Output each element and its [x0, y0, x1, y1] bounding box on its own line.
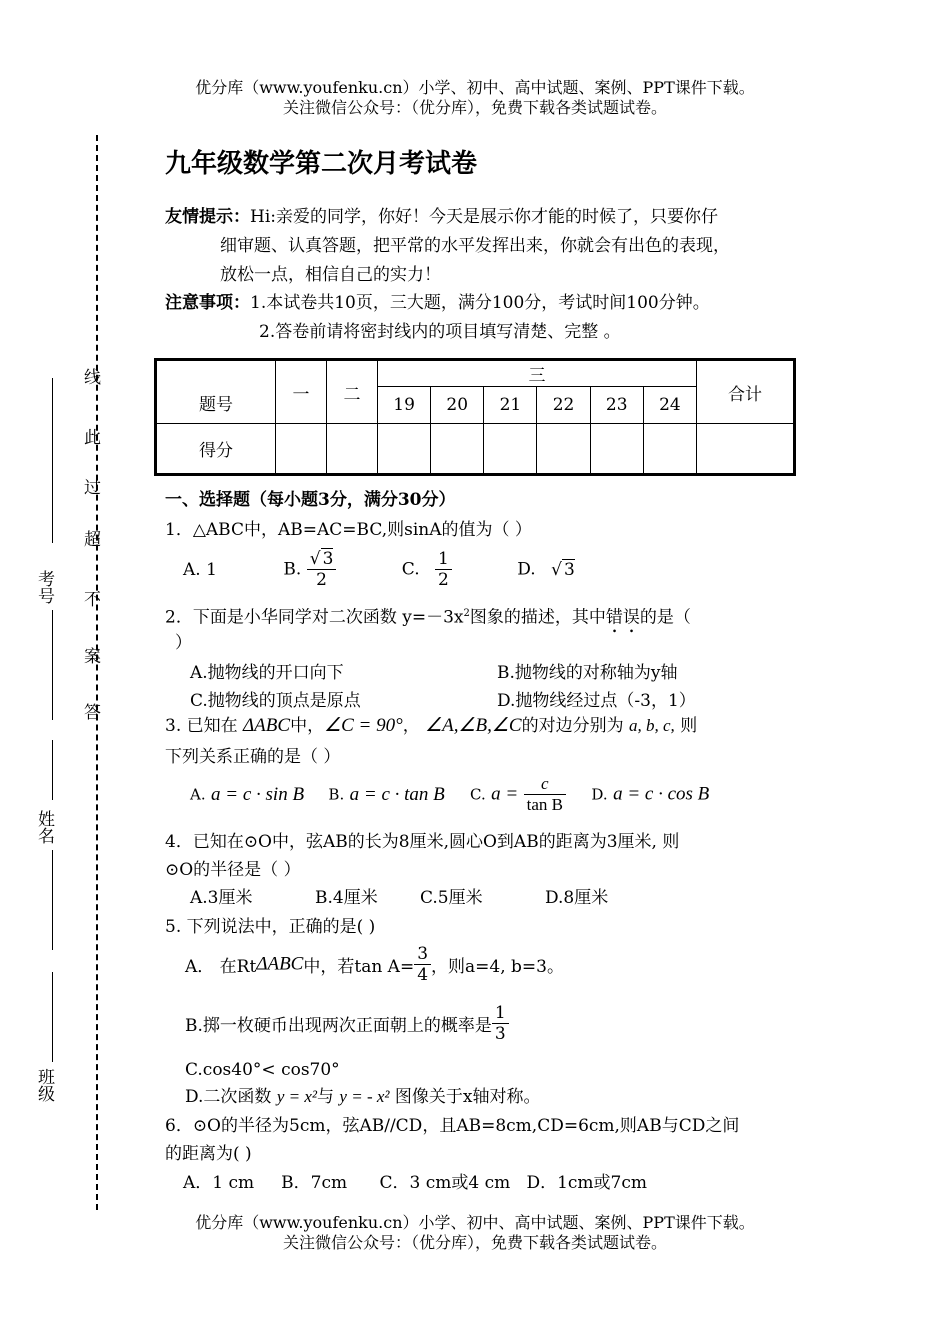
exam-no-field-ext — [52, 610, 53, 720]
q5-a-end: ，则a=4, b=3。 — [431, 957, 564, 977]
q4-line-2: ⊙O的半径是（ ） — [165, 860, 301, 880]
exam-no-label: 考号 — [34, 570, 54, 604]
q3-option-c-lhs: a = — [491, 783, 519, 805]
q2-stem-end: ） — [175, 633, 192, 653]
q1-b-numerator: 3 — [322, 549, 334, 569]
q1-option-d-label: D. — [517, 559, 536, 580]
q1-option-a: A. 1 — [183, 559, 217, 580]
q4-option-b: B.4厘米 — [315, 888, 378, 908]
q4-line-1: 4．已知在⊙O中，弦AB的长为8厘米,圆心O到AB的距离为3厘米, 则 — [165, 832, 680, 852]
section-heading: 一、选择题（每小题3分，满分30分） — [165, 490, 456, 510]
page-title: 九年级数学第二次月考试卷 — [165, 149, 478, 179]
name-field[interactable] — [52, 740, 53, 800]
q1-option-b-fraction: $\frac{√ 3}{2}$ — [307, 549, 337, 590]
notes-text: 1.本试卷共10页，三大题，满分100分，考试时间100分钟。 — [250, 293, 710, 313]
seal-char: 超 — [80, 530, 100, 547]
q4-option-c: C.5厘米 — [420, 888, 483, 908]
q1-option-c-label: C. — [401, 559, 420, 580]
q5-option-a — [185, 944, 564, 994]
footer-line-1: 优分库（www.youfenku.cn）小学、初中、高中试题、案例、PPT课件下载。 — [195, 1213, 755, 1232]
q3-mid3: 的对边分别为 — [521, 716, 624, 736]
score-cell[interactable] — [697, 424, 795, 475]
tips-line-1 — [165, 205, 718, 229]
score-table-col-total: 合计 — [697, 360, 795, 424]
score-cell[interactable] — [431, 424, 484, 475]
seal-char: 案 — [80, 647, 100, 664]
q3-options — [190, 774, 709, 826]
q1-options — [183, 549, 575, 597]
q1-c-numerator: 1 — [435, 549, 452, 570]
tips-label: 友情提示： — [165, 207, 250, 227]
seal-char: 答 — [80, 703, 100, 720]
q5-a-numerator: 3 — [414, 944, 431, 965]
q3-mid1: 中， — [290, 716, 325, 736]
exam-no-field[interactable] — [52, 378, 53, 543]
q3-angle: ∠C = 90° — [324, 715, 403, 736]
score-cell[interactable] — [276, 424, 327, 475]
q3-line-2: 下列关系正确的是（ ） — [165, 747, 341, 767]
q3-option-d-label: D. — [591, 785, 608, 804]
score-table-sub: 20 — [431, 387, 484, 424]
q5-a-triangle: ΔABC — [256, 953, 304, 975]
score-table-sub: 19 — [378, 387, 431, 424]
seal-char: 过 — [80, 478, 100, 495]
q2-stem-c: 的是（ — [639, 607, 691, 628]
q5-d-end: 图像关于x轴对称。 — [394, 1087, 541, 1107]
q3-option-c-fraction — [524, 774, 566, 815]
score-table-row-label: 得分 — [156, 424, 276, 475]
class-label: 班级 — [34, 1068, 54, 1102]
seal-char: 不 — [80, 590, 100, 607]
q1-option-b-label: B. — [283, 559, 302, 580]
q3-option-a: a = c · sin B — [211, 783, 305, 805]
q2-sup: 2 — [463, 608, 470, 619]
header-line-2: 关注微信公众号：（优分库），免费下载各类试题试卷。 — [282, 98, 667, 117]
q5-option-c: C.cos40°< cos70° — [185, 1060, 340, 1080]
q2-emphasis: 错误 — [605, 607, 640, 628]
score-cell[interactable] — [378, 424, 431, 475]
q3-stem-a: 3. 已知在 — [165, 716, 238, 736]
q2-option-b: B.抛物线的对称轴为y轴 — [497, 663, 678, 683]
q3-option-b-label: B. — [328, 785, 345, 804]
q5-d-mid: 与 — [317, 1087, 335, 1107]
footer-line-2: 关注微信公众号：（优分库），免费下载各类试题试卷。 — [282, 1233, 667, 1252]
score-cell[interactable] — [643, 424, 696, 475]
q5-d-expr-1: y = x² — [276, 1087, 318, 1106]
q5-b-numerator: 1 — [492, 1003, 509, 1024]
q2-stem-b: 图象的描述，其中 — [469, 607, 606, 628]
q2-option-d: D.抛物线经过点（-3，1） — [497, 691, 696, 711]
q1-option-d-value: √ 3 — [551, 559, 575, 580]
q6-line-1: 6．⊙O的半径为5cm，弦AB//CD，且AB=8cm,CD=6cm,则AB与CD之间 — [165, 1116, 740, 1136]
q5-option-b — [185, 1003, 509, 1053]
q5-a-pre: A． 在Rt — [185, 957, 257, 977]
notes-label: 注意事项： — [165, 293, 250, 313]
tips-text: Hi:亲爱的同学，你好！今天是展示你才能的时候了，只要你仔 — [250, 207, 718, 227]
name-label: 姓名 — [34, 810, 54, 844]
q1-option-c-fraction — [435, 549, 452, 590]
score-table-col-three: 三 — [378, 360, 697, 387]
q3-option-d: a = c · cos B — [613, 783, 710, 805]
q4-option-d: D.8厘米 — [545, 888, 609, 908]
score-cell[interactable] — [590, 424, 643, 475]
q1-d-radicand: 3 — [563, 559, 575, 580]
q3-c-numerator: c — [524, 774, 566, 795]
q5-b-fraction — [492, 1003, 509, 1044]
q5-b-pre: B.掷一枚硬币出现两次正面朝上的概率是 — [185, 1016, 492, 1036]
q4-options — [190, 886, 608, 910]
q3-end: 则 — [674, 716, 698, 736]
score-table-col-label: 题号 — [156, 360, 276, 424]
q4-option-a: A.3厘米 — [190, 888, 253, 908]
q2-stem-a: 2．下面是小华同学对二次函数 y=－3x — [165, 607, 464, 628]
class-field[interactable] — [52, 972, 53, 1062]
q3-option-a-label: A. — [190, 785, 206, 804]
score-table-sub: 21 — [484, 387, 537, 424]
tips-line-2: 细审题、认真答题，把平常的水平发挥出来，你就会有出色的表现， — [220, 236, 730, 256]
seal-char: 此 — [80, 428, 100, 445]
q3-option-b: a = c · tan B — [349, 783, 445, 805]
score-cell[interactable] — [327, 424, 378, 475]
seal-char: 线 — [80, 368, 100, 385]
q5-d-expr-2: y = - x² — [339, 1087, 390, 1106]
q1-b-denominator: 2 — [316, 570, 327, 590]
score-table-col-one: 一 — [276, 360, 327, 424]
q3-triangle: ΔABC — [243, 715, 291, 736]
q3-stem — [165, 714, 697, 738]
q5-a-mid: 中，若tan A= — [303, 957, 415, 977]
q3-sides: a, b, c, — [629, 716, 675, 735]
score-table-sub: 23 — [590, 387, 643, 424]
q5-option-d — [185, 1085, 541, 1109]
name-field-ext — [52, 850, 53, 950]
notes-line-1 — [165, 291, 710, 315]
q2-option-c: C.抛物线的顶点是原点 — [190, 691, 361, 711]
q6-options: A．1 cm B．7cm C．3 cm或4 cm D．1cm或7cm — [183, 1173, 648, 1193]
score-cell[interactable] — [484, 424, 537, 475]
notes-line-2: 2.答卷前请将密封线内的项目填写清楚、完整 。 — [259, 322, 621, 342]
q3-option-c-label: C. — [470, 785, 486, 804]
q3-mid2: ， — [402, 716, 420, 736]
header-line-1: 优分库（www.youfenku.cn）小学、初中、高中试题、案例、PPT课件下载。 — [195, 78, 755, 97]
q2-stem — [165, 602, 691, 638]
seal-dashed-line — [96, 135, 98, 1210]
score-table-col-two: 二 — [327, 360, 378, 424]
tips-line-3: 放松一点，相信自己的实力！ — [220, 265, 441, 285]
q5-d-pre: D.二次函数 — [185, 1087, 272, 1107]
score-table — [154, 358, 796, 476]
score-table-sub: 24 — [643, 387, 696, 424]
q5-a-fraction — [414, 944, 431, 985]
q5-b-denominator: 3 — [494, 1024, 506, 1044]
q2-option-a: A.抛物线的开口向下 — [190, 663, 344, 683]
q5-stem: 5. 下列说法中，正确的是( ) — [165, 917, 376, 937]
q6-line-2: 的距离为( ) — [165, 1144, 252, 1164]
q1-stem: 1．△ABC中，AB=AC=BC,则sinA的值为（ ） — [165, 520, 532, 540]
score-table-sub: 22 — [537, 387, 590, 424]
q3-angles: ∠A,∠B,∠C — [425, 715, 522, 736]
score-cell[interactable] — [537, 424, 590, 475]
q5-a-denominator: 4 — [417, 965, 429, 985]
q3-c-denominator: tan B — [526, 795, 563, 814]
q1-c-denominator: 2 — [438, 570, 449, 590]
